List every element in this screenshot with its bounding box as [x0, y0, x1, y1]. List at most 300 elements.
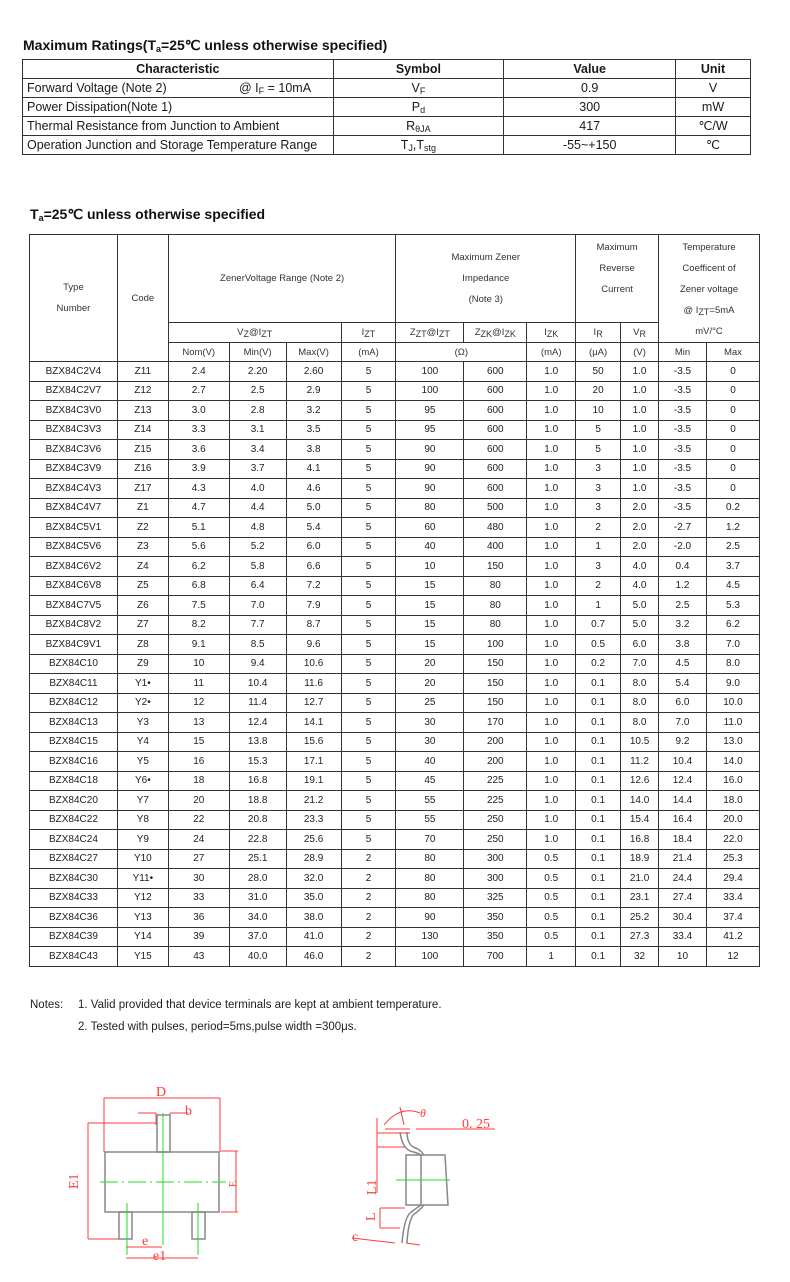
vz-nom-cell: 3.0 [168, 401, 229, 421]
izk-cell: 1.0 [527, 771, 576, 791]
izk-cell: 1.0 [527, 381, 576, 401]
tc-min-cell: 7.0 [659, 713, 707, 733]
tc-max-cell: 0 [706, 440, 759, 460]
tc-min-cell: 4.5 [659, 654, 707, 674]
vz-max-cell: 3.8 [286, 440, 341, 460]
izk-cell: 1.0 [527, 635, 576, 655]
dim-e1-pitch-label: e1 [153, 1249, 167, 1264]
tc-min-cell: 9.2 [659, 732, 707, 752]
ir-cell: 50 [576, 362, 621, 382]
tc-max-cell: 11.0 [706, 713, 759, 733]
tc-min-cell: -2.0 [659, 537, 707, 557]
izk-cell: 1.0 [527, 420, 576, 440]
vz-nom-cell: 20 [168, 791, 229, 811]
izk-cell: 1.0 [527, 518, 576, 538]
zzt-cell: 80 [396, 498, 464, 518]
tc-max-cell: 14.0 [706, 752, 759, 772]
tc-min-cell: -3.5 [659, 401, 707, 421]
vz-nom-cell: 36 [168, 908, 229, 928]
value-cell: 300 [504, 98, 676, 117]
code-cell: Z5 [117, 576, 168, 596]
tc-min-cell: -3.5 [659, 459, 707, 479]
ir-cell: 2 [576, 576, 621, 596]
vz-max-cell: 46.0 [286, 947, 341, 967]
zzt-cell: 60 [396, 518, 464, 538]
vr-cell: 1.0 [621, 440, 659, 460]
zzk-cell: 200 [464, 752, 527, 772]
header-impedance: Maximum Zener Impedance (Note 3) [396, 235, 576, 323]
vz-max-cell: 21.2 [286, 791, 341, 811]
zzt-cell: 55 [396, 791, 464, 811]
zzk-cell: 225 [464, 771, 527, 791]
vr-cell: 16.8 [621, 830, 659, 850]
ir-cell: 0.1 [576, 849, 621, 869]
vz-nom-cell: 39 [168, 927, 229, 947]
izk-cell: 0.5 [527, 849, 576, 869]
code-cell: Y12 [117, 888, 168, 908]
zzk-cell: 350 [464, 927, 527, 947]
ir-cell: 0.2 [576, 654, 621, 674]
vz-min-cell: 31.0 [229, 888, 286, 908]
vz-nom-cell: 18 [168, 771, 229, 791]
maximum-ratings-table [22, 59, 751, 155]
dimension-labels [67, 1085, 239, 1264]
ir-cell: 1 [576, 596, 621, 616]
vz-min-cell: 8.5 [229, 635, 286, 655]
vr-cell: 2.0 [621, 498, 659, 518]
vr-cell: 10.5 [621, 732, 659, 752]
code-cell: Z15 [117, 440, 168, 460]
zzt-cell: 15 [396, 615, 464, 635]
notes-label: Notes: [30, 999, 64, 1011]
table-row [30, 732, 760, 752]
izt-cell: 2 [341, 869, 396, 889]
vz-min-cell: 10.4 [229, 674, 286, 694]
zener-characteristics-table [29, 234, 760, 967]
header-zzk: $Z_{ZK}@I_{ZK}$ [464, 323, 527, 343]
table-row [30, 557, 760, 577]
type-number-cell: BZX84C43 [30, 947, 118, 967]
zzk-cell: 150 [464, 674, 527, 694]
header-max: Max(V) [286, 343, 341, 362]
vz-min-cell: 13.8 [229, 732, 286, 752]
zzt-cell: 20 [396, 654, 464, 674]
zzt-cell: 130 [396, 927, 464, 947]
zzt-cell: 95 [396, 420, 464, 440]
characteristic-cell: Power Dissipation(Note 1) [23, 98, 334, 117]
unit-cell: ℃/W [676, 117, 751, 136]
code-cell: Z1 [117, 498, 168, 518]
type-number-cell: BZX84C10 [30, 654, 118, 674]
zzk-cell: 300 [464, 849, 527, 869]
vz-nom-cell: 3.3 [168, 420, 229, 440]
izt-cell: 5 [341, 362, 396, 382]
ir-cell: 0.1 [576, 869, 621, 889]
tc-min-cell: 18.4 [659, 830, 707, 850]
table-row [30, 771, 760, 791]
vz-min-cell: 40.0 [229, 947, 286, 967]
code-cell: Y4 [117, 732, 168, 752]
zzt-cell: 55 [396, 810, 464, 830]
code-cell: Z6 [117, 596, 168, 616]
vr-cell: 25.2 [621, 908, 659, 928]
tc-max-cell: 20.0 [706, 810, 759, 830]
tc-max-cell: 0 [706, 381, 759, 401]
tc-min-cell: 1.2 [659, 576, 707, 596]
vz-max-cell: 8.7 [286, 615, 341, 635]
izt-cell: 5 [341, 752, 396, 772]
zzk-cell: 325 [464, 888, 527, 908]
code-cell: Y11• [117, 869, 168, 889]
izk-cell: 1.0 [527, 713, 576, 733]
zzt-cell: 15 [396, 635, 464, 655]
vr-cell: 27.3 [621, 927, 659, 947]
vr-cell: 6.0 [621, 635, 659, 655]
vz-min-cell: 18.8 [229, 791, 286, 811]
vz-min-cell: 3.1 [229, 420, 286, 440]
type-number-cell: BZX84C36 [30, 908, 118, 928]
header-zzt: $Z_{ZT}@I_{ZT}$ [396, 323, 464, 343]
table-row [30, 947, 760, 967]
type-number-cell: BZX84C4V7 [30, 498, 118, 518]
ir-cell: 5 [576, 440, 621, 460]
vz-max-cell: 41.0 [286, 927, 341, 947]
table-row [30, 752, 760, 772]
vr-cell: 4.0 [621, 576, 659, 596]
vz-max-cell: 4.1 [286, 459, 341, 479]
theta-label: θ [420, 1106, 426, 1120]
characteristic-cell: Thermal Resistance from Junction to Ambient [23, 117, 334, 136]
ir-cell: 1 [576, 537, 621, 557]
vz-nom-cell: 12 [168, 693, 229, 713]
type-number-cell: BZX84C27 [30, 849, 118, 869]
izt-cell: 5 [341, 771, 396, 791]
vr-cell: 21.0 [621, 869, 659, 889]
vz-max-cell: 6.0 [286, 537, 341, 557]
type-number-cell: BZX84C7V5 [30, 596, 118, 616]
zzk-cell: 100 [464, 635, 527, 655]
izt-cell: 5 [341, 674, 396, 694]
zzk-cell: 600 [464, 459, 527, 479]
zzt-cell: 30 [396, 732, 464, 752]
ir-cell: 2 [576, 518, 621, 538]
table-row [23, 136, 751, 155]
zzt-cell: 45 [396, 771, 464, 791]
vz-nom-cell: 24 [168, 830, 229, 850]
izt-cell: 5 [341, 498, 396, 518]
table-row [30, 420, 760, 440]
tc-max-cell: 18.0 [706, 791, 759, 811]
ir-cell: 0.1 [576, 791, 621, 811]
header-ohm-unit: (Ω) [396, 343, 527, 362]
izt-cell: 5 [341, 576, 396, 596]
table-row [30, 459, 760, 479]
vr-cell: 11.2 [621, 752, 659, 772]
header-izt-unit: (mA) [341, 343, 396, 362]
vr-cell: 4.0 [621, 557, 659, 577]
type-number-cell: BZX84C13 [30, 713, 118, 733]
package-side-view-drawing [340, 1075, 520, 1275]
table-row [30, 479, 760, 499]
header-value: Value [504, 60, 676, 79]
ir-cell: 0.5 [576, 635, 621, 655]
code-cell: Y14 [117, 927, 168, 947]
zzk-cell: 250 [464, 810, 527, 830]
izk-cell: 1.0 [527, 537, 576, 557]
zzk-cell: 80 [464, 576, 527, 596]
vr-cell: 12.6 [621, 771, 659, 791]
vz-nom-cell: 5.1 [168, 518, 229, 538]
zener-table-body [30, 362, 760, 967]
table-row [30, 498, 760, 518]
zzk-cell: 170 [464, 713, 527, 733]
tc-min-cell: 3.2 [659, 615, 707, 635]
izt-cell: 5 [341, 459, 396, 479]
vz-max-cell: 11.6 [286, 674, 341, 694]
tc-max-cell: 25.3 [706, 849, 759, 869]
code-cell: Z11 [117, 362, 168, 382]
type-number-cell: BZX84C4V3 [30, 479, 118, 499]
vz-min-cell: 5.2 [229, 537, 286, 557]
vz-nom-cell: 4.7 [168, 498, 229, 518]
vr-cell: 15.4 [621, 810, 659, 830]
header-vr: $V_R$ [621, 323, 659, 343]
table-row [30, 713, 760, 733]
tc-max-cell: 4.5 [706, 576, 759, 596]
condition-text: @ $I_F = 10mA$ [239, 81, 312, 96]
type-number-cell: BZX84C11 [30, 674, 118, 694]
table-row [30, 654, 760, 674]
izt-cell: 5 [341, 479, 396, 499]
code-cell: Y13 [117, 908, 168, 928]
izt-cell: 2 [341, 849, 396, 869]
code-cell: Y9 [117, 830, 168, 850]
table-row [23, 117, 751, 136]
zzt-cell: 25 [396, 693, 464, 713]
vz-min-cell: 4.4 [229, 498, 286, 518]
type-number-cell: BZX84C16 [30, 752, 118, 772]
tc-max-cell: 0.2 [706, 498, 759, 518]
zzt-cell: 90 [396, 440, 464, 460]
maximum-ratings-title: Maximum $Ratings(T_a=25℃$ unless otherwise specified) [23, 37, 388, 54]
code-cell: Z13 [117, 401, 168, 421]
type-number-cell: BZX84C3V9 [30, 459, 118, 479]
izt-cell: 5 [341, 596, 396, 616]
tc-max-cell: 12 [706, 947, 759, 967]
vz-min-cell: 4.0 [229, 479, 286, 499]
ir-cell: 0.1 [576, 752, 621, 772]
vr-cell: 2.0 [621, 518, 659, 538]
tc-max-cell: 0 [706, 362, 759, 382]
header-characteristic: Characteristic [23, 60, 334, 79]
tc-max-cell: 6.2 [706, 615, 759, 635]
tc-min-cell: 21.4 [659, 849, 707, 869]
vr-cell: 8.0 [621, 713, 659, 733]
dim-b-label: b [185, 1104, 192, 1119]
table-row [30, 576, 760, 596]
vz-nom-cell: 15 [168, 732, 229, 752]
izk-cell: 0.5 [527, 888, 576, 908]
type-number-cell: BZX84C5V6 [30, 537, 118, 557]
symbol-cell: $R_{\theta JA}$ [333, 117, 504, 136]
zzk-cell: 600 [464, 401, 527, 421]
vz-nom-cell: 22 [168, 810, 229, 830]
izt-cell: 5 [341, 557, 396, 577]
code-cell: Z4 [117, 557, 168, 577]
izt-cell: 5 [341, 615, 396, 635]
ir-cell: 0.1 [576, 908, 621, 928]
izk-cell: 1.0 [527, 830, 576, 850]
package-top-view-drawing [60, 1075, 260, 1275]
vz-nom-cell: 13 [168, 713, 229, 733]
izt-cell: 5 [341, 693, 396, 713]
tc-min-cell: 10 [659, 947, 707, 967]
izt-cell: 5 [341, 635, 396, 655]
izk-cell: 1 [527, 947, 576, 967]
header-reverse-current: Maximum Reverse Current [576, 235, 659, 323]
vz-nom-cell: 11 [168, 674, 229, 694]
vz-max-cell: 2.9 [286, 381, 341, 401]
izt-cell: 5 [341, 537, 396, 557]
vr-cell: 14.0 [621, 791, 659, 811]
code-cell: Y8 [117, 810, 168, 830]
ir-cell: 0.1 [576, 888, 621, 908]
vr-cell: 1.0 [621, 420, 659, 440]
ir-cell: 0.1 [576, 693, 621, 713]
vz-nom-cell: 27 [168, 849, 229, 869]
zzk-cell: 150 [464, 693, 527, 713]
table-header-row [23, 60, 751, 79]
tc-max-cell: 0 [706, 401, 759, 421]
vz-max-cell: 3.2 [286, 401, 341, 421]
type-number-cell: BZX84C8V2 [30, 615, 118, 635]
vz-max-cell: 3.5 [286, 420, 341, 440]
tc-min-cell: 3.8 [659, 635, 707, 655]
unit-cell: V [676, 79, 751, 98]
vz-nom-cell: 10 [168, 654, 229, 674]
vr-cell: 18.9 [621, 849, 659, 869]
vz-max-cell: 2.60 [286, 362, 341, 382]
vz-min-cell: 7.0 [229, 596, 286, 616]
characteristic-cell: Forward Voltage (Note 2) @ $I_F = 10mA$ [23, 79, 334, 98]
vz-nom-cell: 9.1 [168, 635, 229, 655]
vz-max-cell: 7.2 [286, 576, 341, 596]
izt-cell: 5 [341, 830, 396, 850]
zzk-cell: 200 [464, 732, 527, 752]
table-row [30, 830, 760, 850]
vz-max-cell: 10.6 [286, 654, 341, 674]
dim-e-side-label: E [228, 1180, 239, 1187]
zzk-cell: 600 [464, 479, 527, 499]
izk-cell: 1.0 [527, 576, 576, 596]
header-vr-unit: (V) [621, 343, 659, 362]
izk-cell: 1.0 [527, 479, 576, 499]
zzk-cell: 150 [464, 557, 527, 577]
header-vz: $V_Z@I_{ZT}$ [168, 323, 341, 343]
tc-min-cell: 27.4 [659, 888, 707, 908]
unit-cell: ℃ [676, 136, 751, 155]
zzk-cell: 600 [464, 420, 527, 440]
vz-max-cell: 25.6 [286, 830, 341, 850]
code-cell: Y6• [117, 771, 168, 791]
value-cell: -55~+150 [504, 136, 676, 155]
vz-min-cell: 22.8 [229, 830, 286, 850]
izt-cell: 2 [341, 927, 396, 947]
zzt-cell: 15 [396, 596, 464, 616]
header-code: Code [117, 235, 168, 362]
ir-cell: 0.1 [576, 771, 621, 791]
tc-max-cell: 0 [706, 479, 759, 499]
tc-min-cell: 33.4 [659, 927, 707, 947]
vr-cell: 32 [621, 947, 659, 967]
zzt-cell: 80 [396, 888, 464, 908]
vz-min-cell: 2.8 [229, 401, 286, 421]
dim-c-label: c [352, 1230, 359, 1245]
note-item: 1. Valid provided that device terminals are kept at ambient temperature. [78, 999, 442, 1011]
zzk-cell: 500 [464, 498, 527, 518]
type-number-cell: BZX84C33 [30, 888, 118, 908]
code-cell: Z17 [117, 479, 168, 499]
tc-min-cell: 24.4 [659, 869, 707, 889]
vz-max-cell: 12.7 [286, 693, 341, 713]
dim-l1-label: L1 [365, 1179, 380, 1195]
header-row-1 [30, 235, 760, 323]
header-ir-unit: (μA) [576, 343, 621, 362]
vz-min-cell: 6.4 [229, 576, 286, 596]
vz-nom-cell: 7.5 [168, 596, 229, 616]
code-cell: Z3 [117, 537, 168, 557]
ir-cell: 5 [576, 420, 621, 440]
symbol-cell: $P_d$ [333, 98, 504, 117]
vr-cell: 8.0 [621, 693, 659, 713]
zzt-cell: 40 [396, 752, 464, 772]
izt-cell: 2 [341, 908, 396, 928]
izk-cell: 1.0 [527, 654, 576, 674]
zzk-cell: 80 [464, 596, 527, 616]
zzt-cell: 90 [396, 908, 464, 928]
vz-nom-cell: 3.9 [168, 459, 229, 479]
table-row [30, 615, 760, 635]
vz-min-cell: 3.7 [229, 459, 286, 479]
header-izt: $I_{ZT}$ [341, 323, 396, 343]
ir-cell: 3 [576, 498, 621, 518]
ir-cell: 0.1 [576, 732, 621, 752]
izt-cell: 5 [341, 791, 396, 811]
vz-max-cell: 9.6 [286, 635, 341, 655]
vz-nom-cell: 2.7 [168, 381, 229, 401]
code-cell: Y10 [117, 849, 168, 869]
type-number-cell: BZX84C30 [30, 869, 118, 889]
tc-max-cell: 1.2 [706, 518, 759, 538]
type-number-cell: BZX84C20 [30, 791, 118, 811]
vz-max-cell: 14.1 [286, 713, 341, 733]
izk-cell: 0.5 [527, 869, 576, 889]
vz-max-cell: 38.0 [286, 908, 341, 928]
zzt-cell: 100 [396, 381, 464, 401]
dim-e1-label: E1 [67, 1173, 82, 1189]
vz-min-cell: 16.8 [229, 771, 286, 791]
zzk-cell: 600 [464, 362, 527, 382]
header-temp-min: Min [659, 343, 707, 362]
table-row [30, 362, 760, 382]
izt-cell: 2 [341, 888, 396, 908]
vz-min-cell: 2.20 [229, 362, 286, 382]
table-row [30, 908, 760, 928]
tc-min-cell: -3.5 [659, 381, 707, 401]
izt-cell: 5 [341, 713, 396, 733]
symbol-cell: $T_J,T_{stg}$ [333, 136, 504, 155]
izt-cell: 5 [341, 654, 396, 674]
